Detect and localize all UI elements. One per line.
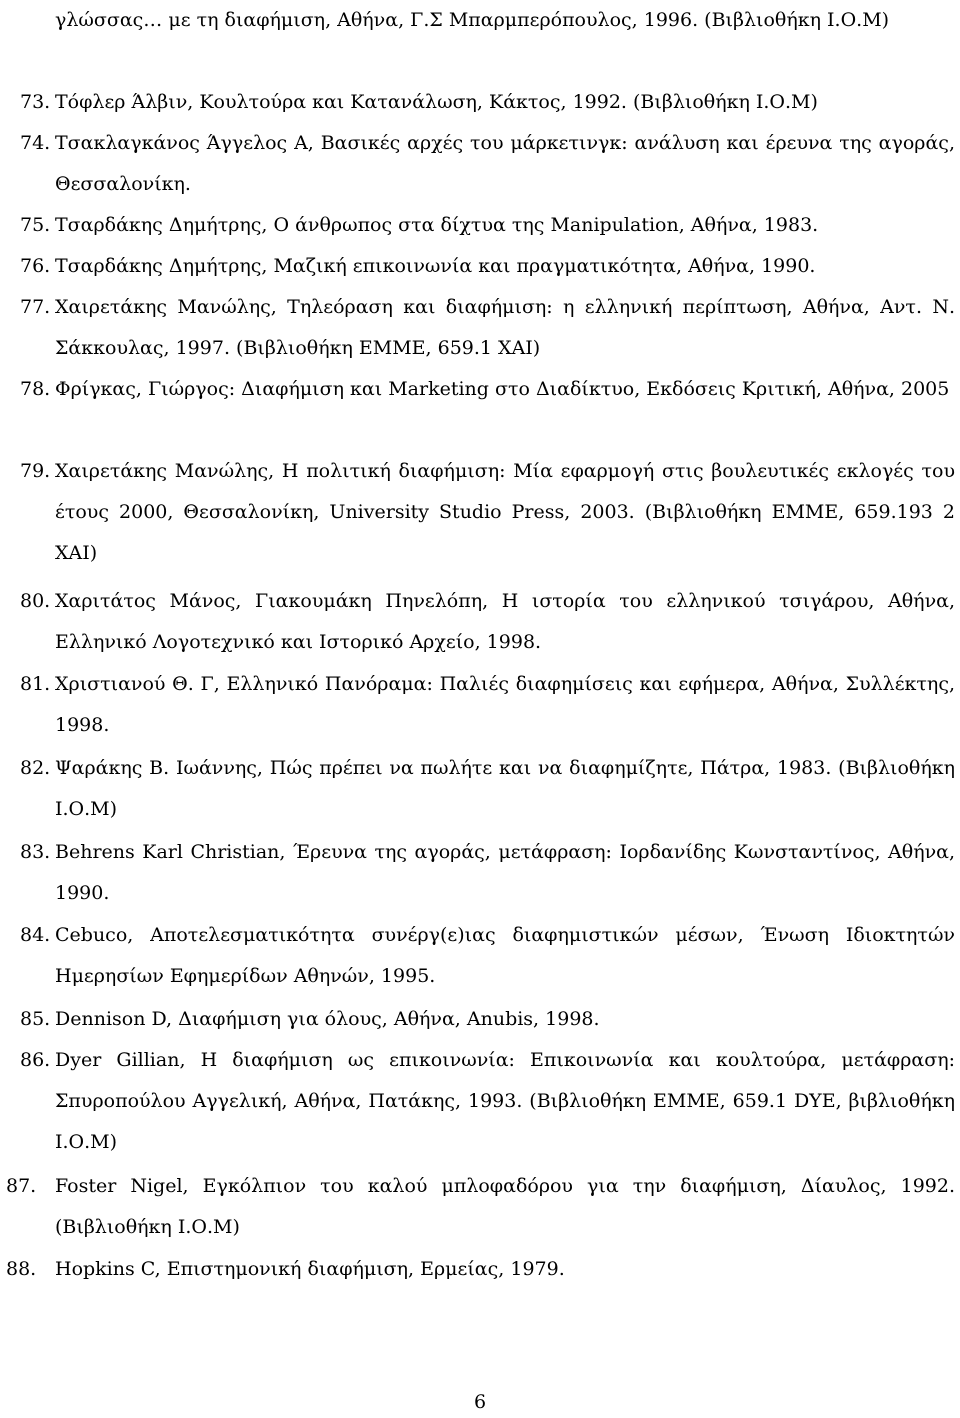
reference-number: 79. — [20, 460, 51, 482]
reference-text: Χαιρετάκης Μανώλης, Η πολιτική διαφήμιση: Μία εφαρμογή στις βουλευτικές εκλογές του έτους 2000, Θεσσαλονίκη, University Studio Press, 2003. (Βιβλιοθήκη ΕΜΜΕ, 659.193 2 ΧΑΙ) — [55, 460, 955, 564]
reference-text: Dennison D, Διαφήμιση για όλους, Αθήνα, Anubis, 1998. — [55, 1008, 600, 1030]
reference-text: Φρίγκας, Γιώργος: Διαφήμιση και Marketing στο Διαδίκτυο, Εκδόσεις Κριτική, Αθήνα, 2005 — [55, 378, 950, 400]
reference-number: 80. — [20, 590, 51, 612]
reference-text: Τσαρδάκης Δημήτρης, Ο άνθρωπος στα δίχτυα της Manipulation, Αθήνα, 1983. — [55, 214, 819, 236]
reference-number: 81. — [20, 673, 51, 695]
reference-number: 76. — [20, 255, 51, 277]
reference-text: γλώσσας… με τη διαφήμιση, Αθήνα, Γ.Σ Μπαρμπερόπουλος, 1996. (Βιβλιοθήκη Ι.Ο.Μ) — [55, 9, 890, 31]
reference-number: 75. — [20, 214, 51, 236]
reference-number: 82. — [20, 757, 51, 779]
reference-number: 84. — [20, 924, 51, 946]
reference-number: 77. — [20, 296, 51, 318]
page-number: 6 — [473, 1391, 487, 1413]
reference-text: Τσακλαγκάνος Άγγελος Α, Βασικές αρχές του μάρκετινγκ: ανάλυση και έρευνα της αγοράς, Θεσσαλονίκη. — [55, 132, 955, 195]
reference-number: 78. — [20, 378, 51, 400]
reference-text: Τόφλερ Άλβιν, Κουλτούρα και Κατανάλωση, Κάκτος, 1992. (Βιβλιοθήκη Ι.Ο.Μ) — [55, 91, 818, 113]
reference-text: Cebuco, Αποτελεσματικότητα συνέργ(ε)ιας διαφημιστικών μέσων, Ένωση Ιδιοκτητών Ημερησίων Εφημερίδων Αθηνών, 1995. — [55, 924, 955, 987]
reference-text: Ψαράκης Β. Ιωάννης, Πώς πρέπει να πωλήτε και να διαφημίζητε, Πάτρα, 1983. (Βιβλιοθήκη Ι.Ο.Μ) — [55, 757, 955, 820]
reference-number: 73. — [20, 91, 51, 113]
reference-text: Behrens Karl Christian, Έρευνα της αγοράς, μετάφραση: Ιορδανίδης Κωνσταντίνος, Αθήνα, 1990. — [55, 841, 955, 904]
reference-number: 87. — [6, 1175, 37, 1197]
reference-number: 86. — [20, 1049, 51, 1071]
reference-text: Dyer Gillian, Η διαφήμιση ως επικοινωνία: Επικοινωνία και κουλτούρα, μετάφραση: Σπυροπούλου Αγγελική, Αθήνα, Πατάκης, 1993. (Βιβλιοθήκη ΕΜΜΕ, 659.1 DYE, βιβλιοθήκη Ι.Ο.Μ) — [55, 1049, 955, 1153]
reference-text: Hopkins C, Επιστημονική διαφήμιση, Ερμείας, 1979. — [55, 1258, 565, 1280]
reference-text: Τσαρδάκης Δημήτρης, Μαζική επικοινωνία και πραγματικότητα, Αθήνα, 1990. — [55, 255, 816, 277]
reference-number: 85. — [20, 1008, 51, 1030]
reference-number: 83. — [20, 841, 51, 863]
reference-number: 74. — [20, 132, 51, 154]
reference-text: Χαριτάτος Μάνος, Γιακουμάκη Πηνελόπη, Η ιστορία του ελληνικού τσιγάρου, Αθήνα, Ελληνικό Λογοτεχνικό και Ιστορικό Αρχείο, 1998. — [55, 590, 955, 653]
reference-text: Χαιρετάκης Μανώλης, Τηλεόραση και διαφήμιση: η ελληνική περίπτωση, Αθήνα, Αντ. Ν. Σάκκουλας, 1997. (Βιβλιοθήκη ΕΜΜΕ, 659.1 ΧΑΙ) — [55, 296, 955, 359]
reference-text: Χριστιανού Θ. Γ, Ελληνικό Πανόραμα: Παλιές διαφημίσεις και εφήμερα, Αθήνα, Συλλέκτης, 1998. — [55, 673, 955, 736]
reference-text: Foster Nigel, Εγκόλπιον του καλού μπλοφαδόρου για την διαφήμιση, Δίαυλος, 1992. (Βιβλιοθήκη Ι.Ο.Μ) — [55, 1175, 955, 1238]
reference-number: 88. — [6, 1258, 37, 1280]
